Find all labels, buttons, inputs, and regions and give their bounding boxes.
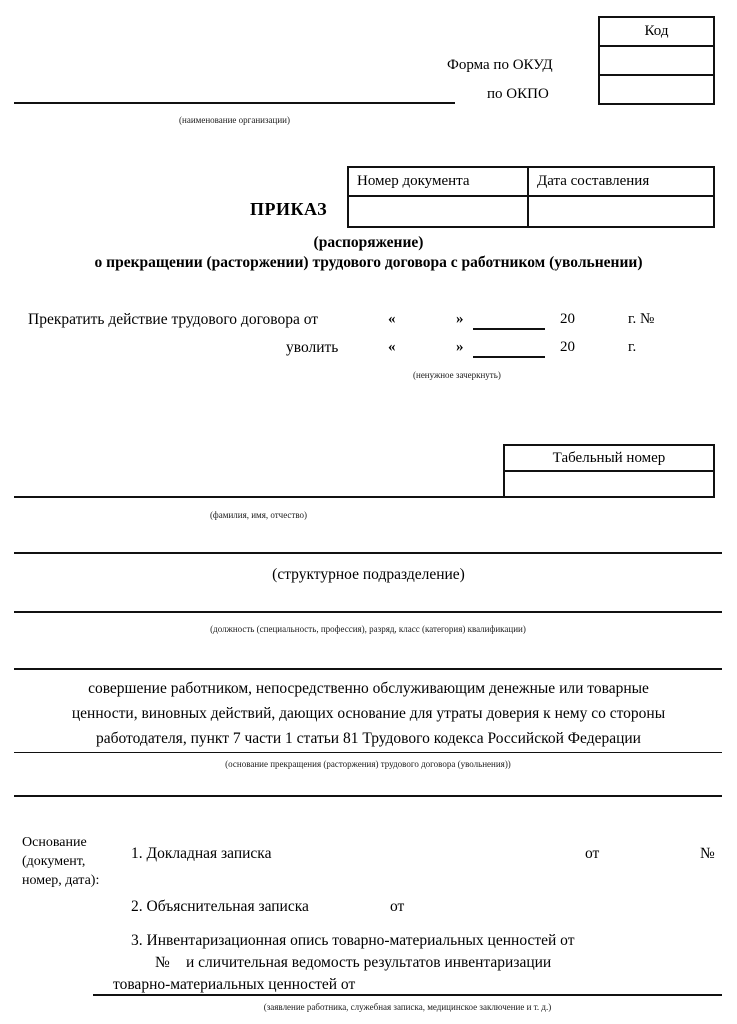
basis-item-3-line-3: товарно-материальных ценностей от xyxy=(113,976,356,993)
reason-extra-rule xyxy=(14,795,722,797)
order-table xyxy=(347,166,715,228)
form-okud-label: Форма по ОКУД xyxy=(447,57,553,73)
dismiss-year-suffix: г. xyxy=(628,339,637,355)
reason-rule-top xyxy=(14,668,722,670)
code-box xyxy=(598,16,715,105)
position-caption: (должность (специальность, профессия), разряд, класс (категория) квалификации) xyxy=(210,624,526,634)
order-date-value-cell[interactable] xyxy=(529,197,713,226)
subdivision-rule-top xyxy=(14,552,722,554)
terminate-quote-close-1: » xyxy=(456,311,464,327)
basis-item-1-number-sign: № xyxy=(700,845,715,862)
dismiss-label: уволить xyxy=(286,339,339,356)
terminate-month-blank-1[interactable] xyxy=(473,328,545,330)
basis-item-3-number-sign: № xyxy=(155,954,170,971)
basis-rule-bottom xyxy=(93,994,722,996)
document-title: ПРИКАЗ xyxy=(250,199,328,219)
tab-number-header-row xyxy=(505,446,713,472)
tab-number-label: Табельный номер xyxy=(552,449,666,466)
basis-item-2-ot: от xyxy=(390,898,405,915)
dismiss-year: 20 xyxy=(560,339,575,355)
code-box-okud-cell[interactable] xyxy=(600,47,713,76)
organization-name-caption: (наименование организации) xyxy=(179,115,290,125)
terminate-quote-open-1: « xyxy=(388,311,396,327)
basis-item-3-line-1: 3. Инвентаризационная опись товарно-материальных ценностей от xyxy=(131,932,575,949)
document-subtitle: (распоряжение) xyxy=(313,234,424,251)
document-subtitle-2: о прекращении (расторжении) трудового договора с работником (увольнении) xyxy=(94,254,643,271)
terminate-contract-label: Прекратить действие трудового договора от xyxy=(28,311,319,328)
basis-item-1-ot: от xyxy=(585,845,600,862)
po-okpo-label: по ОКПО xyxy=(487,86,549,102)
order-table-value-row xyxy=(349,197,713,226)
terminate-year-1: 20 xyxy=(560,311,575,327)
reason-rule-bottom xyxy=(14,752,722,753)
reason-line-3: работодателя, пункт 7 части 1 статьи 81 Трудового кодекса Российской Федерации xyxy=(96,730,641,747)
position-rule-top xyxy=(14,611,722,613)
basis-item-1: 1. Докладная записка xyxy=(131,845,272,862)
subdivision-caption: (структурное подразделение) xyxy=(272,566,465,583)
organization-name-rule xyxy=(14,102,455,104)
tab-number-value-row[interactable] xyxy=(505,472,713,496)
code-box-header-row xyxy=(600,18,713,47)
order-date-header: Дата составления xyxy=(537,173,650,189)
basis-label-line-3: номер, дата): xyxy=(22,873,100,888)
order-date-header-cell xyxy=(529,168,713,195)
order-number-value-cell[interactable] xyxy=(349,197,529,226)
order-table-header-row xyxy=(349,168,713,197)
basis-label-line-1: Основание xyxy=(22,835,87,850)
dismiss-quote-open: « xyxy=(388,339,396,355)
code-label: Код xyxy=(644,23,669,39)
reason-line-2: ценности, виновных действий, дающих основание для утраты доверия к нему со стороны xyxy=(71,705,666,722)
order-number-header-cell xyxy=(349,168,529,195)
employee-name-caption: (фамилия, имя, отчество) xyxy=(209,510,308,520)
order-number-header: Номер документа xyxy=(357,173,470,189)
basis-label-line-2: (документ, xyxy=(22,854,86,869)
basis-item-2: 2. Объяснительная записка xyxy=(131,898,309,915)
reason-caption: (основание прекращения (расторжения) трудового договора (увольнения)) xyxy=(225,759,511,769)
code-box-okpo-cell[interactable] xyxy=(600,76,713,103)
strike-out-caption: (ненужное зачеркнуть) xyxy=(413,370,501,380)
basis-item-3-line-2: и сличительная ведомость результатов инвентаризации xyxy=(186,954,552,971)
tab-number-box xyxy=(503,444,715,498)
terminate-year-suffix-1: г. № xyxy=(628,311,655,327)
dismiss-month-blank[interactable] xyxy=(473,356,545,358)
dismiss-quote-close: » xyxy=(456,339,464,355)
employee-name-rule xyxy=(14,496,503,498)
reason-line-1: совершение работником, непосредственно обслуживающим денежные или товарные xyxy=(88,680,649,697)
basis-caption: (заявление работника, служебная записка, медицинское заключение и т. д.) xyxy=(263,1002,552,1012)
